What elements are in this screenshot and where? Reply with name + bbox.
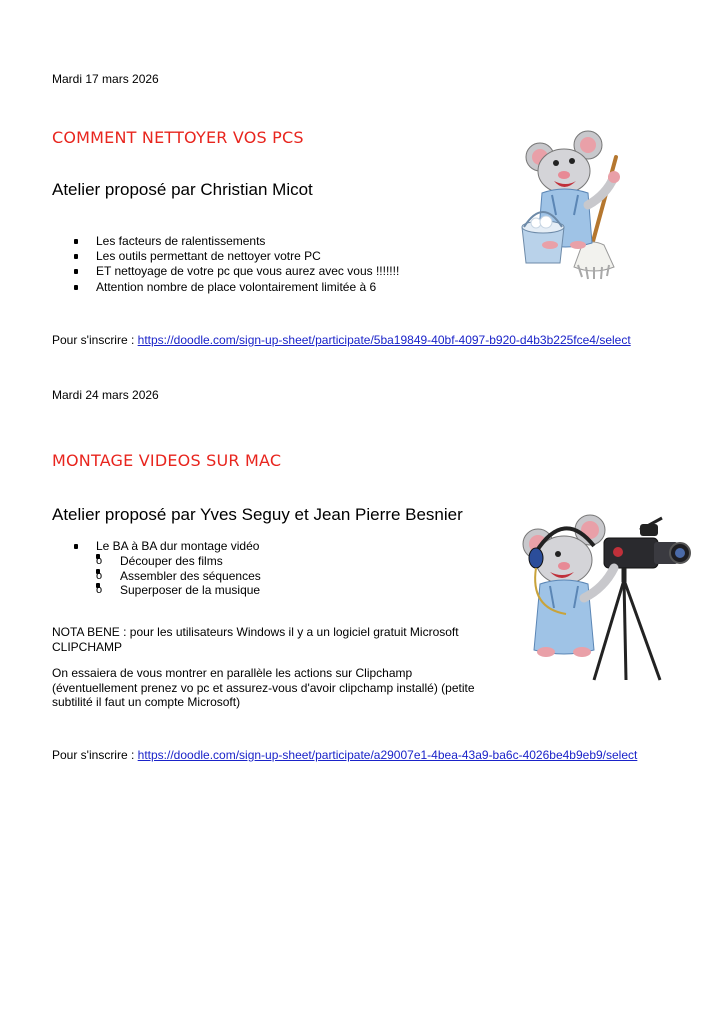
event-2-bullet-list — [72, 539, 261, 598]
registration-link[interactable]: https://doodle.com/sign-up-sheet/participate/a29007e1-4bea-43a9-ba6c-4026be4b9eb9/select — [137, 748, 638, 762]
list-item: Les outils permettant de nettoyer votre PC — [72, 249, 399, 264]
sub-bullet-list — [72, 554, 261, 598]
list-item — [72, 539, 261, 598]
clipchamp-info — [52, 666, 512, 710]
event-1-title: COMMENT NETTOYER VOS PCS — [52, 128, 304, 147]
list-item: ET nettoyage de votre pc que vous aurez avec vous !!!!!!! — [72, 264, 399, 279]
info-line: subtilité il faut un compte Microsoft) — [52, 695, 241, 709]
event-2-title: MONTAGE VIDEOS SUR MAC — [52, 451, 282, 470]
event-1-date: Mardi 17 mars 2026 — [52, 72, 159, 86]
mouse-with-mop-and-bucket-icon — [512, 95, 642, 285]
sub-list-item: o Assembler des séquences — [72, 569, 261, 584]
list-item: Attention nombre de place volontairement limitée à 6 — [72, 280, 399, 295]
nota-bene-line: NOTA BENE : pour les utilisateurs Windows il y a un logiciel gratuit Microsoft — [52, 625, 459, 639]
event-2-date: Mardi 24 mars 2026 — [52, 388, 159, 402]
nota-bene — [52, 625, 512, 654]
mouse-with-video-camera-icon — [512, 500, 692, 690]
info-line: On essaiera de vous montrer en parallèle les actions sur Clipchamp — [52, 666, 413, 680]
list-item: Les facteurs de ralentissements — [72, 234, 399, 249]
sub-list-item: o Découper des films — [72, 554, 261, 569]
registration-label: Pour s'inscrire : — [52, 748, 138, 762]
registration-link[interactable]: https://doodle.com/sign-up-sheet/participate/5ba19849-40bf-4097-b920-d4b3b225fce4/select — [137, 333, 631, 347]
info-line: (éventuellement prenez vo pc et assurez-vous d'avoir clipchamp installé) (petite — [52, 680, 475, 695]
registration-label: Pour s'inscrire : — [52, 333, 138, 347]
nota-bene-line: CLIPCHAMP — [52, 639, 123, 654]
event-2-subtitle: Atelier proposé par Yves Seguy et Jean Pierre Besnier — [52, 505, 463, 524]
list-item-label: Le BA à BA dur montage vidéo — [96, 539, 260, 553]
event-2-registration — [52, 748, 637, 762]
event-1-bullet-list — [72, 234, 399, 295]
sub-list-item: o Superposer de la musique — [72, 583, 261, 598]
event-1-registration — [52, 333, 631, 347]
event-1-subtitle: Atelier proposé par Christian Micot — [52, 180, 313, 199]
